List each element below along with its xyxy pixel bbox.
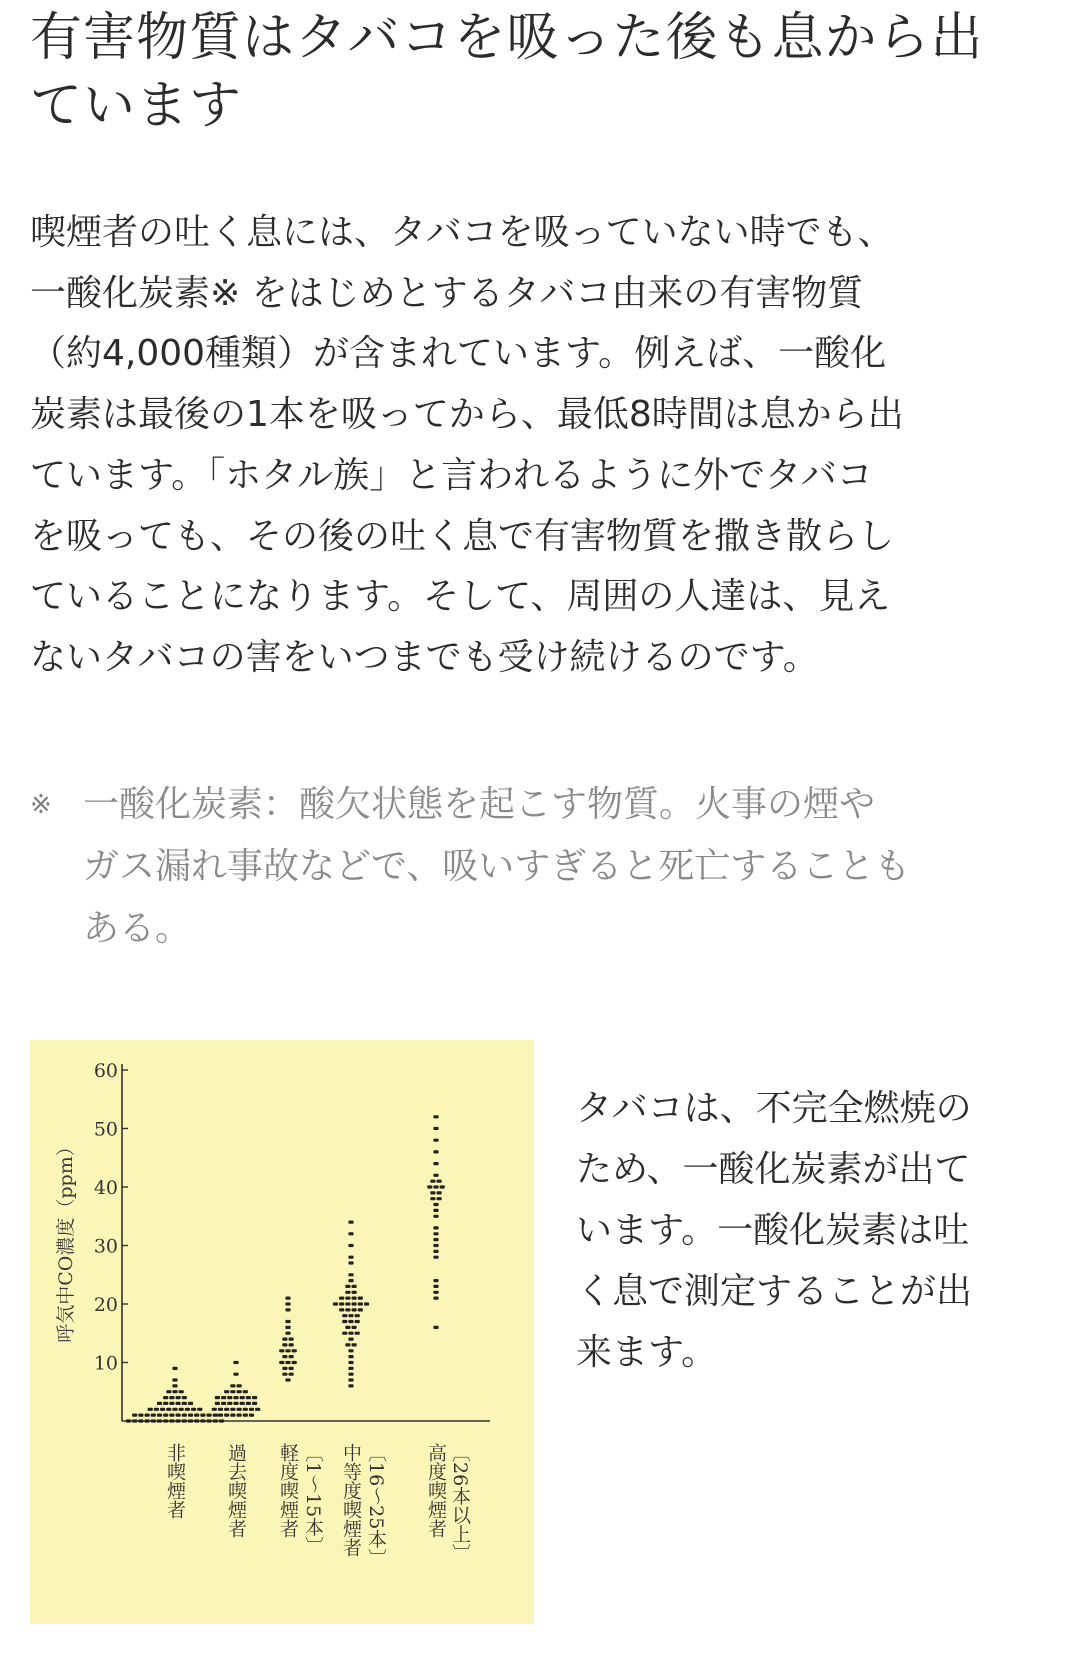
paragraph-line: 一酸化炭素※ をはじめとするタバコ由来の有害物質 — [30, 272, 864, 314]
footnote-line: ある。 — [83, 908, 192, 949]
data-point — [219, 1419, 224, 1422]
data-point — [243, 1390, 248, 1393]
data-point — [433, 1139, 438, 1142]
data-point — [230, 1390, 235, 1393]
data-point — [154, 1408, 159, 1411]
side-line: ため、一酸化炭素が出て — [576, 1149, 971, 1190]
data-point — [249, 1414, 254, 1417]
data-point — [282, 1343, 287, 1346]
data-point — [200, 1414, 205, 1417]
data-point — [348, 1361, 353, 1364]
y-tick-label: 40 — [93, 1177, 118, 1199]
data-point — [282, 1355, 287, 1358]
data-point — [348, 1244, 353, 1247]
data-point — [243, 1414, 248, 1417]
data-point — [433, 1244, 438, 1247]
data-point — [433, 1174, 438, 1177]
data-point — [430, 1191, 435, 1194]
data-point — [348, 1320, 353, 1323]
data-point — [348, 1349, 353, 1352]
data-point — [246, 1396, 251, 1399]
category-label: 高度喫煙者 — [425, 1443, 447, 1538]
data-point — [230, 1408, 235, 1411]
data-point — [172, 1408, 177, 1411]
data-point — [172, 1367, 177, 1370]
data-point — [172, 1378, 177, 1381]
data-point — [148, 1408, 153, 1411]
data-point — [345, 1291, 350, 1294]
data-point — [433, 1285, 438, 1288]
paragraph-line: ています。「ホタル族」と言われるように外でタバコ — [30, 454, 873, 496]
footnote-line: 一酸化炭素：酸欠状態を起こす物質。火事の煙や — [83, 784, 876, 825]
data-point — [197, 1408, 202, 1411]
data-point — [224, 1414, 229, 1417]
data-point — [224, 1408, 229, 1411]
data-point — [348, 1314, 353, 1317]
data-point — [339, 1297, 344, 1300]
data-point — [345, 1302, 350, 1305]
data-point — [285, 1308, 290, 1311]
data-point — [348, 1256, 353, 1259]
data-point — [342, 1314, 347, 1317]
data-point — [333, 1302, 338, 1305]
side-line: タバコは、不完全燃焼の — [576, 1088, 972, 1129]
heading-line: ています — [30, 76, 243, 136]
data-point — [355, 1332, 360, 1335]
data-point — [352, 1297, 357, 1300]
data-point — [157, 1419, 162, 1422]
data-point — [339, 1308, 344, 1311]
data-point — [352, 1285, 357, 1288]
data-point — [289, 1367, 294, 1370]
data-point — [227, 1396, 232, 1399]
data-point — [243, 1408, 248, 1411]
data-point — [160, 1408, 165, 1411]
data-point — [218, 1408, 223, 1411]
data-point — [169, 1414, 174, 1417]
data-point — [233, 1373, 238, 1376]
data-point — [433, 1115, 438, 1118]
data-point — [182, 1396, 187, 1399]
data-point — [437, 1197, 442, 1200]
data-point — [194, 1419, 199, 1422]
data-point — [132, 1414, 137, 1417]
data-point — [289, 1338, 294, 1341]
data-point — [348, 1232, 353, 1235]
data-point — [352, 1343, 357, 1346]
data-point — [215, 1396, 220, 1399]
data-point — [348, 1332, 353, 1335]
data-point — [345, 1326, 350, 1329]
data-point — [213, 1419, 218, 1422]
data-point — [157, 1414, 162, 1417]
y-tick-label: 50 — [93, 1118, 118, 1141]
data-point — [433, 1297, 438, 1300]
data-point — [191, 1408, 196, 1411]
data-point — [348, 1373, 353, 1376]
data-point — [237, 1414, 242, 1417]
data-point — [157, 1402, 162, 1405]
y-tick-label: 20 — [93, 1294, 118, 1316]
category-label: 中等度喫煙者 — [340, 1443, 362, 1557]
data-point — [285, 1297, 290, 1300]
data-point — [169, 1396, 174, 1399]
data-point — [427, 1185, 432, 1188]
heading-line: 有害物質はタバコを吸った後も息から出 — [30, 8, 984, 68]
data-point — [437, 1191, 442, 1194]
data-point — [213, 1414, 218, 1417]
chart-dots — [126, 1115, 445, 1422]
data-point — [348, 1355, 353, 1358]
data-point — [188, 1414, 193, 1417]
category-label: 軽度喫煙者 — [277, 1443, 299, 1538]
data-point — [348, 1273, 353, 1276]
data-point — [348, 1279, 353, 1282]
data-point — [218, 1414, 223, 1417]
category-label: 〔16〜25本〕 — [365, 1443, 387, 1568]
data-point — [352, 1302, 357, 1305]
data-point — [151, 1419, 156, 1422]
data-point — [182, 1414, 187, 1417]
data-point — [348, 1338, 353, 1341]
data-point — [433, 1291, 438, 1294]
category-label: 非喫煙者 — [164, 1443, 186, 1519]
data-point — [145, 1414, 150, 1417]
data-point — [289, 1343, 294, 1346]
chart-axes — [55, 1060, 490, 1421]
data-point — [433, 1232, 438, 1235]
data-point — [430, 1197, 435, 1200]
data-point — [138, 1414, 143, 1417]
data-point — [188, 1402, 193, 1405]
data-point — [285, 1332, 290, 1335]
data-point — [282, 1338, 287, 1341]
data-point — [292, 1349, 297, 1352]
data-point — [437, 1180, 442, 1183]
data-point — [176, 1414, 181, 1417]
data-point — [179, 1408, 184, 1411]
data-point — [185, 1408, 190, 1411]
data-point — [246, 1402, 251, 1405]
data-point — [252, 1402, 257, 1405]
data-point — [355, 1314, 360, 1317]
data-point — [355, 1320, 360, 1323]
data-point — [433, 1162, 438, 1165]
data-point — [440, 1185, 445, 1188]
data-point — [182, 1402, 187, 1405]
paragraph-line: ていることになります。そして、周囲の人達は、見え — [30, 576, 891, 618]
data-point — [433, 1256, 438, 1259]
paragraph-line: 喫煙者の吐く息には、タバコを吸っていない時でも、 — [30, 212, 894, 253]
data-point — [342, 1332, 347, 1335]
data-point — [352, 1291, 357, 1294]
data-point — [345, 1343, 350, 1346]
side-paragraph — [576, 1078, 1046, 1383]
category-label: 〔1〜15本〕 — [302, 1443, 324, 1556]
data-point — [292, 1361, 297, 1364]
data-point — [430, 1180, 435, 1183]
data-point — [230, 1384, 235, 1387]
data-point — [237, 1384, 242, 1387]
data-point — [224, 1390, 229, 1393]
data-point — [352, 1326, 357, 1329]
data-point — [433, 1150, 438, 1153]
page-heading — [30, 4, 1040, 140]
data-point — [179, 1390, 184, 1393]
y-tick-label: 10 — [93, 1352, 118, 1375]
data-point — [172, 1384, 177, 1387]
data-point — [132, 1419, 137, 1422]
chart-labels — [164, 1443, 471, 1568]
data-point — [194, 1414, 199, 1417]
data-point — [176, 1396, 181, 1399]
data-point — [207, 1414, 212, 1417]
data-point — [433, 1215, 438, 1218]
data-point — [249, 1408, 254, 1411]
data-point — [285, 1326, 290, 1329]
footnote-line: ガス漏れ事故などで、吸いすぎると死亡することも — [83, 846, 911, 887]
data-point — [352, 1308, 357, 1311]
data-point — [200, 1419, 205, 1422]
data-point — [348, 1261, 353, 1264]
data-point — [151, 1414, 156, 1417]
side-line: く息で測定することが出 — [576, 1271, 973, 1312]
data-point — [237, 1408, 242, 1411]
data-point — [255, 1408, 260, 1411]
data-point — [233, 1402, 238, 1405]
data-point — [163, 1396, 168, 1399]
data-point — [233, 1396, 238, 1399]
footnote-mark: ※ — [30, 790, 52, 820]
data-point — [221, 1396, 226, 1399]
data-point — [285, 1349, 290, 1352]
data-point — [279, 1349, 284, 1352]
data-point — [358, 1308, 363, 1311]
data-point — [176, 1402, 181, 1405]
data-point — [345, 1297, 350, 1300]
data-point — [138, 1419, 143, 1422]
data-point — [433, 1279, 438, 1282]
paragraph-line: ないタバコの害をいつまでも受け続けるのです。 — [30, 636, 819, 678]
data-point — [348, 1221, 353, 1224]
co-concentration-chart — [30, 1040, 534, 1624]
data-point — [215, 1402, 220, 1405]
data-point — [433, 1203, 438, 1206]
data-point — [166, 1390, 171, 1393]
side-line: います。一酸化炭素は吐 — [576, 1210, 970, 1251]
data-point — [364, 1302, 369, 1305]
data-point — [348, 1384, 353, 1387]
data-point — [433, 1127, 438, 1130]
data-point — [433, 1226, 438, 1229]
data-point — [169, 1419, 174, 1422]
data-point — [145, 1419, 150, 1422]
data-point — [358, 1302, 363, 1305]
data-point — [182, 1419, 187, 1422]
data-point — [339, 1302, 344, 1305]
y-tick-label: 30 — [93, 1235, 118, 1258]
data-point — [163, 1402, 168, 1405]
data-point — [345, 1285, 350, 1288]
data-point — [233, 1361, 238, 1364]
paragraph-line: を吸っても、その後の吐く息で有害物質を撒き散らし — [30, 515, 895, 557]
data-point — [163, 1414, 168, 1417]
data-point — [169, 1402, 174, 1405]
data-point — [252, 1396, 257, 1399]
data-point — [285, 1320, 290, 1323]
footnote-text — [83, 774, 910, 960]
y-axis-label: 呼気中CO濃度（ppm） — [55, 1137, 77, 1343]
paragraph-line: （約4,000種類）が含まれています。例えば、一酸化 — [30, 333, 887, 375]
data-point — [163, 1419, 168, 1422]
category-label: 〔26本以上〕 — [449, 1443, 471, 1563]
side-line: 来ます。 — [576, 1332, 718, 1373]
data-point — [188, 1419, 193, 1422]
paragraph-line: 炭素は最後の1本を吸ってから、最低8時間は息から出 — [30, 394, 904, 436]
data-point — [166, 1408, 171, 1411]
data-point — [227, 1402, 232, 1405]
data-point — [285, 1361, 290, 1364]
data-point — [433, 1209, 438, 1212]
data-point — [282, 1367, 287, 1370]
data-point — [348, 1367, 353, 1370]
data-point — [172, 1390, 177, 1393]
data-point — [282, 1373, 287, 1376]
data-point — [345, 1308, 350, 1311]
data-point — [207, 1419, 212, 1422]
data-point — [279, 1361, 284, 1364]
data-point — [433, 1326, 438, 1329]
data-point — [289, 1355, 294, 1358]
data-point — [240, 1396, 245, 1399]
data-point — [221, 1402, 226, 1405]
body-paragraph — [30, 203, 1020, 689]
data-point — [237, 1390, 242, 1393]
y-tick-label: 60 — [93, 1060, 118, 1082]
category-label: 過去喫煙者 — [225, 1443, 247, 1538]
data-point — [348, 1378, 353, 1381]
data-point — [126, 1419, 131, 1422]
data-point — [289, 1373, 294, 1376]
chart-svg — [30, 1040, 534, 1624]
data-point — [176, 1419, 181, 1422]
data-point — [342, 1320, 347, 1323]
data-point — [433, 1238, 438, 1241]
data-point — [285, 1378, 290, 1381]
data-point — [230, 1414, 235, 1417]
data-point — [358, 1297, 363, 1300]
data-point — [212, 1408, 217, 1411]
data-point — [285, 1302, 290, 1305]
data-point — [433, 1250, 438, 1253]
data-point — [240, 1402, 245, 1405]
data-point — [433, 1185, 438, 1188]
